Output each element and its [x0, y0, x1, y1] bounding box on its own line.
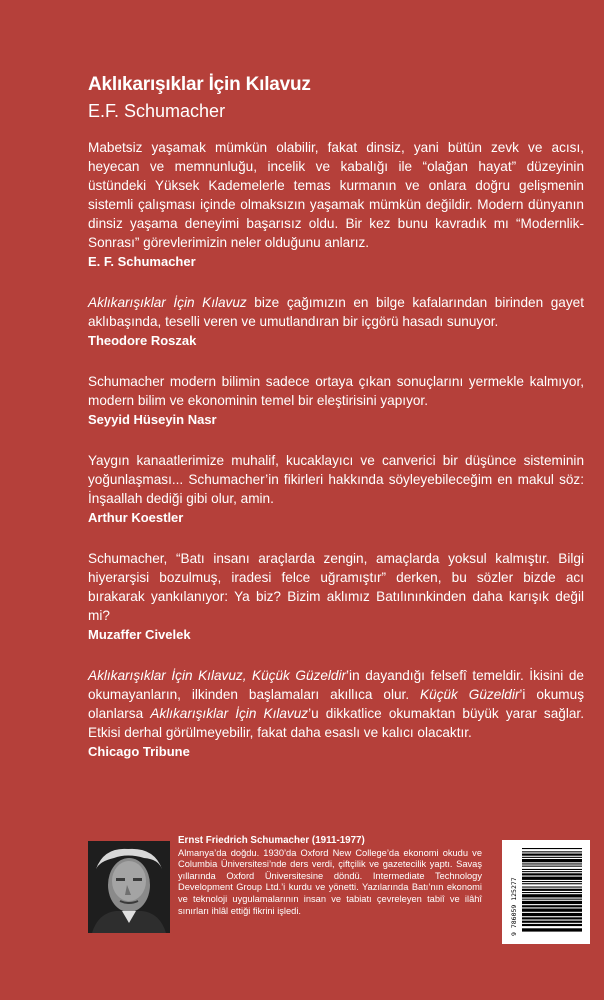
barcode — [502, 840, 590, 944]
blurb-text: Schumacher, “Batı insanı araçlarda zengin, amaçlarda yoksul kalmıştır. Bilgi hiyerarşisi bozulmuş, iradesi felce uğramıştır” derken, bu sözler bizde acı bırakarak yankılanıyor: Ya biz? Bizim aklımız Batılınınkinden daha karışık değil mi? — [88, 551, 584, 623]
blurb-attribution: Seyyid Hüseyin Nasr — [88, 412, 217, 427]
barcode-digits: 9 786059 125277 — [510, 877, 518, 936]
barcode-bar — [522, 899, 582, 900]
barcode-bar — [522, 848, 582, 849]
barcode-bar — [522, 854, 582, 856]
book-title: Aklıkarışıklar İçin Kılavuz — [88, 74, 311, 95]
blurb — [88, 138, 584, 271]
barcode-bar — [522, 871, 582, 872]
blurb-text: Yaygın kanaatlerimize muhalif, kucaklayıcı ve canverici bir düşünce sisteminin yoğunlaşması... Schumacher’in fikirleri hakkında söyleyebileceğim en makul söz: İnşaallah dediği gibi olur, amin. — [88, 453, 584, 506]
book-author: E.F. Schumacher — [88, 101, 226, 121]
blurb — [88, 293, 584, 350]
blurb-attribution: Arthur Koestler — [88, 510, 184, 525]
barcode-bar — [522, 928, 582, 931]
blurb — [88, 451, 584, 527]
blurb — [88, 372, 584, 429]
barcode-bar — [522, 877, 582, 880]
blurb-attribution: Muzaffer Civelek — [88, 627, 191, 642]
blurb-attribution: Theodore Roszak — [88, 333, 197, 348]
barcode-bar — [522, 883, 582, 884]
blurbs-section — [88, 138, 584, 783]
barcode-bar — [522, 917, 582, 919]
barcode-bar — [522, 869, 582, 870]
barcode-bar — [522, 892, 582, 893]
blurb-text: Aklıkarışıklar İçin Kılavuz bize çağımızın en bilge kafalarından birinden gayet aklıbaşında, teselli veren ve umutlandıran bir içgörü hasadı sunuyor. — [88, 295, 584, 329]
barcode-bar — [522, 894, 582, 897]
bio-name: Ernst Friedrich Schumacher (1911-1977) — [178, 835, 365, 846]
barcode-bar — [522, 921, 582, 923]
blurb-attribution: E. F. Schumacher — [88, 254, 196, 269]
barcode-bar — [522, 901, 582, 904]
barcode-bar — [522, 873, 582, 875]
bio-text-block — [178, 835, 482, 917]
blurb-text: Schumacher modern bilimin sadece ortaya çıkan sonuçlarını yermekle kalmıyor, modern bilim ve ekonominin temel bir eleştirisini yapıyor. — [88, 374, 584, 408]
blurb-text: Aklıkarışıklar İçin Kılavuz, Küçük Güzeldir’in dayandığı felsefî temeldir. İkisini de okumayanların, ilkinden başlamaları akıllıca olur. Küçük Güzeldir’i okumuş olanlarsa Aklıkarışıklar İçin Kılavuz’u dikkatlice okumaktan büyük yarar sağlar. Etkisi derhal görülmeyebilir, fakat daha esaslı ve kalıcı olacaktır. — [88, 668, 584, 740]
barcode-bar — [522, 889, 582, 891]
author-photo — [88, 841, 170, 933]
author-bio — [88, 835, 588, 947]
barcode-bar — [522, 866, 582, 867]
blurb — [88, 666, 584, 761]
blurb-text: Mabetsiz yaşamak mümkün olabilir, fakat dinsiz, yani bütün zevk ve acısı, heyecan ve memnunluğu, incelik ve kabalığı ile “olağan hayat” düzeyinin üstündeki Yüksek Kademelerle temas kurmanın ve onlara doğru gelişmenin sistemli çalışması içinde olmaksızın yaşamak mümkün değildir. Modern dünyanın dinsiz yaşama deneyimi başarısız oldu. Bir kez bunu kavradık mı “Modernlik-Sonrası” görevlerimizin neler olduğunu anlarız. — [88, 140, 584, 250]
barcode-bar — [522, 857, 582, 858]
barcode-bars — [502, 840, 590, 944]
barcode-bar — [522, 863, 582, 864]
blurb-attribution: Chicago Tribune — [88, 744, 190, 759]
barcode-bar — [522, 881, 582, 882]
barcode-bar — [522, 851, 582, 852]
barcode-bar — [522, 924, 582, 926]
blurb — [88, 549, 584, 644]
barcode-bar — [522, 905, 582, 907]
barcode-bar — [522, 913, 582, 916]
barcode-bar — [522, 909, 582, 912]
bio-description: Almanya’da doğdu. 1930’da Oxford New College’da ekonomi okudu ve Columbia Üniversitesi’nde ders verdi, çiftçilik ve gazetecilik yaptı. Savaş yıllarında Oxford Üniversitesine döndü. Intermediate Technology Development Group Ltd.’i kurdu ve yönetti. Yazılarında Batı’nın ekonomi ve teknoloji uygulamalarının insan ve tabiatı çevreleyen tabiî ve ilâhî sınırları ihlâl ettiği fikrini işledi. — [178, 847, 482, 916]
barcode-bar — [522, 887, 582, 888]
barcode-bar — [522, 859, 582, 862]
